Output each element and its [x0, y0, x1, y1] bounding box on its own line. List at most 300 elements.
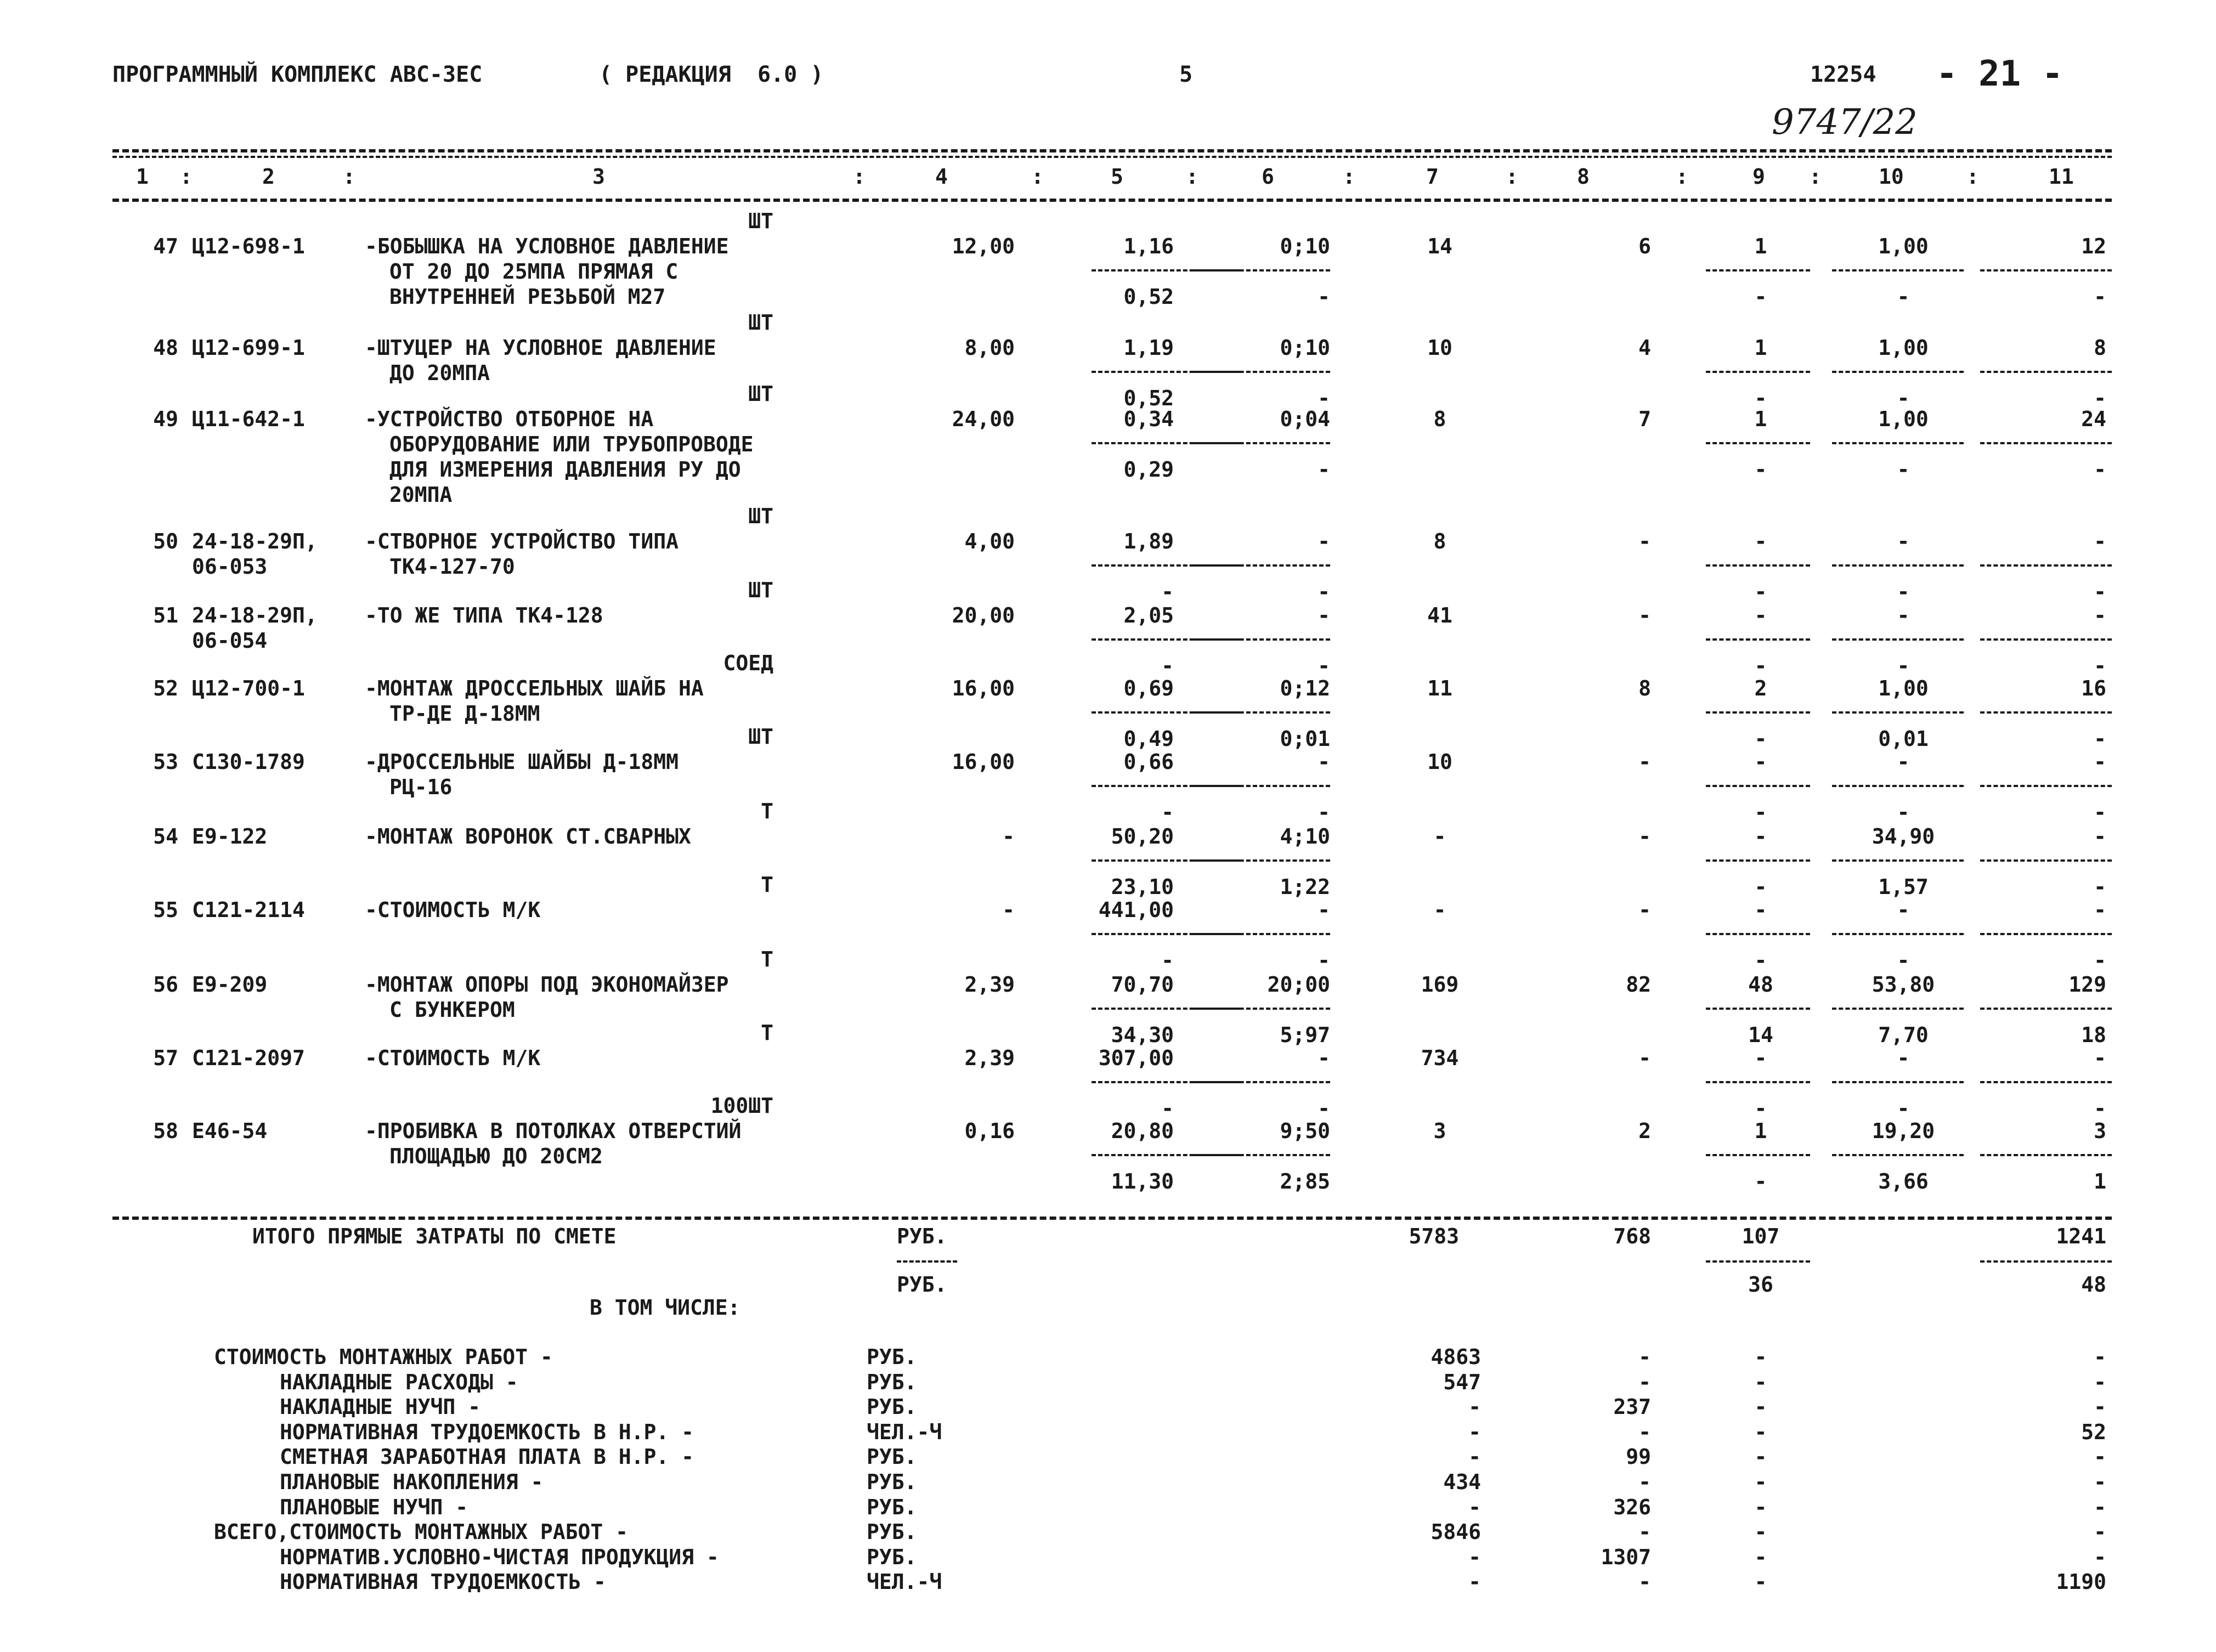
row-c10: 34,90: [1872, 824, 1935, 848]
summary-col11: 1190: [2056, 1570, 2106, 1594]
totals-rule: [112, 1217, 2112, 1220]
summary-col7: -: [1468, 1445, 1481, 1469]
cell-divider: [1706, 564, 1810, 567]
row-c4: 4,00: [964, 529, 1015, 553]
row-c5: 0,34: [1123, 407, 1174, 431]
row-description-line: -СТОИМОСТЬ М/К: [365, 1046, 541, 1070]
column-header-1: 1: [136, 165, 149, 189]
row-c8: 4: [1638, 336, 1651, 360]
row-c5-lower: -: [1161, 800, 1174, 824]
row-c7: -: [1433, 824, 1446, 848]
cell-divider: [1980, 1081, 2112, 1083]
row-c10: -: [1897, 898, 1910, 922]
summary-unit: РУБ.: [867, 1395, 917, 1419]
header-rule-top: [112, 149, 2112, 152]
row-c7: 8: [1433, 407, 1446, 431]
row-c9-lower: -: [1754, 386, 1767, 410]
row-c4: 0,16: [964, 1119, 1015, 1143]
row-c6-lower: 1;22: [1280, 875, 1330, 899]
row-c9: -: [1754, 750, 1767, 774]
column-header-9: 9: [1753, 165, 1765, 189]
row-c10-lower: -: [1897, 580, 1910, 604]
summary-label: НОРМАТИВ.УСЛОВНО-ЧИСТАЯ ПРОДУКЦИЯ -: [280, 1544, 719, 1569]
row-c10-lower: -: [1897, 457, 1910, 482]
row-code-2: 06-054: [192, 629, 268, 653]
summary-label: СМЕТНАЯ ЗАРАБОТНАЯ ПЛАТА В Н.Р. -: [280, 1445, 694, 1469]
row-c9-lower: -: [1754, 457, 1767, 482]
row-c7: 41: [1427, 603, 1452, 627]
handwritten-note: 9747/22: [1772, 102, 1918, 143]
row-c9: -: [1754, 603, 1767, 627]
cell-divider: [1193, 638, 1330, 641]
row-c7: 8: [1433, 529, 1446, 553]
row-c11-lower: -: [2094, 1096, 2106, 1121]
cell-divider: [1706, 933, 1810, 935]
row-c6-lower: -: [1318, 580, 1330, 604]
row-description-line: ДЛЯ ИЗМЕРЕНИЯ ДАВЛЕНИЯ РУ ДО: [389, 457, 741, 482]
summary-label: НАКЛАДНЫЕ НУЧП -: [280, 1395, 481, 1419]
section-number: 5: [1179, 62, 1193, 87]
summary-label: НАКЛАДНЫЕ РАСХОДЫ -: [280, 1370, 518, 1394]
row-c8: 6: [1638, 234, 1651, 258]
row-description-line: ДО 20МПА: [389, 361, 490, 385]
row-description-line: -СТОИМОСТЬ М/К: [365, 898, 541, 922]
row-description-line: -УСТРОЙСТВО ОТБОРНОЕ НА: [365, 407, 654, 431]
row-unit: ШТ: [748, 725, 773, 749]
summary-col8: -: [1638, 1570, 1651, 1594]
row-number: 58: [153, 1119, 178, 1143]
row-description-line: ВНУТРЕННЕЙ РЕЗЬБОЙ М27: [389, 285, 666, 309]
row-code: Е9-209: [192, 972, 268, 997]
row-c5: 50,20: [1111, 824, 1174, 848]
row-c8: -: [1638, 529, 1651, 553]
summary-col7: -: [1468, 1419, 1481, 1444]
row-unit: ШТ: [748, 209, 773, 233]
row-c11-lower: 18: [2081, 1023, 2106, 1047]
row-c9: -: [1754, 898, 1767, 922]
summary-label: ПЛАНОВЫЕ НУЧП -: [280, 1495, 468, 1519]
row-c5-lower: -: [1161, 654, 1174, 678]
cell-divider: [1193, 371, 1330, 373]
including-label: В ТОМ ЧИСЛЕ:: [590, 1295, 740, 1320]
cell-divider: [1832, 1081, 1964, 1083]
document-code: 12254: [1810, 62, 1876, 87]
summary-col8: 326: [1613, 1495, 1651, 1519]
row-c10: 53,80: [1872, 972, 1935, 997]
row-number: 50: [153, 529, 178, 553]
cell-divider: [1706, 1081, 1810, 1083]
cell-divider: [1832, 933, 1964, 935]
cell-divider: [1193, 1081, 1330, 1083]
row-c8: -: [1638, 1046, 1651, 1070]
row-c8: -: [1638, 824, 1651, 848]
column-separator: :: [1031, 165, 1044, 189]
row-c7: 11: [1427, 676, 1452, 700]
row-c7: 169: [1421, 972, 1459, 997]
row-c9: -: [1754, 1046, 1767, 1070]
column-header-3: 3: [592, 165, 605, 189]
row-c5-lower: 0,49: [1123, 727, 1174, 751]
row-c8: 82: [1626, 972, 1651, 997]
header-rule-bottom: [112, 199, 2112, 202]
row-description-line: ТР-ДЕ Д-18ММ: [389, 701, 540, 726]
cell-divider: [1193, 269, 1330, 271]
summary-label: НОРМАТИВНАЯ ТРУДОЕМКОСТЬ -: [280, 1570, 606, 1594]
summary-col7: -: [1468, 1495, 1481, 1519]
totals-label: ИТОГО ПРЯМЫЕ ЗАТРАТЫ ПО СМЕТЕ: [252, 1224, 617, 1248]
row-c11: -: [2094, 529, 2106, 553]
summary-col7: 5846: [1431, 1520, 1481, 1544]
summary-col11: -: [2094, 1345, 2106, 1369]
row-code: Ц12-698-1: [192, 234, 305, 258]
summary-col7: -: [1468, 1395, 1481, 1419]
cell-divider: [1832, 859, 1964, 862]
summary-col7: 4863: [1431, 1345, 1481, 1369]
summary-col11: -: [2094, 1445, 2106, 1469]
row-c11: -: [2094, 898, 2106, 922]
row-c5: 1,19: [1123, 336, 1174, 360]
row-number: 52: [153, 676, 178, 700]
row-number: 56: [153, 972, 178, 997]
row-c5-lower: 0,52: [1123, 285, 1174, 309]
cell-divider: [1706, 1154, 1810, 1156]
row-number: 57: [153, 1046, 178, 1070]
column-header-10: 10: [1879, 165, 1904, 189]
row-c11-lower: 1: [2094, 1169, 2106, 1193]
cell-divider: [1706, 371, 1810, 373]
row-c5: 0,66: [1123, 750, 1174, 774]
row-c9: 48: [1748, 972, 1773, 997]
row-c5: 307,00: [1098, 1046, 1174, 1070]
cell-divider: [1980, 785, 2112, 787]
row-c9: -: [1754, 824, 1767, 848]
row-c9: 1: [1754, 336, 1767, 360]
row-c8: 8: [1638, 676, 1651, 700]
row-unit: ШТ: [748, 504, 773, 528]
summary-unit: РУБ.: [867, 1445, 917, 1469]
row-c4: 20,00: [952, 603, 1015, 627]
row-description-line: ОБОРУДОВАНИЕ ИЛИ ТРУБОПРОВОДЕ: [389, 432, 754, 456]
row-number: 51: [153, 603, 178, 627]
row-code: Ц12-699-1: [192, 336, 305, 360]
summary-unit: РУБ.: [867, 1495, 917, 1519]
column-separator: :: [853, 165, 866, 189]
row-description-line: -ШТУЦЕР НА УСЛОВНОЕ ДАВЛЕНИЕ: [365, 336, 716, 360]
row-unit: Т: [761, 873, 773, 897]
row-c10-lower: 0,01: [1878, 727, 1929, 751]
row-code: Ц12-700-1: [192, 676, 305, 700]
row-c6-lower: -: [1318, 1096, 1330, 1121]
summary-col9: -: [1754, 1520, 1767, 1544]
row-description-line: 20МПА: [389, 483, 453, 507]
row-c11: 129: [2068, 972, 2106, 997]
row-unit: ШТ: [748, 310, 773, 335]
totals-col7: 5783: [1409, 1224, 1459, 1248]
summary-col11: -: [2094, 1370, 2106, 1394]
row-c10: -: [1897, 603, 1910, 627]
row-c9-lower: -: [1754, 875, 1767, 899]
row-c8: -: [1638, 750, 1651, 774]
column-header-4: 4: [935, 165, 948, 189]
row-c10: 1,00: [1878, 234, 1929, 258]
summary-col11: -: [2094, 1520, 2106, 1544]
row-code: С130-1789: [192, 750, 305, 774]
cell-divider: [1706, 1008, 1810, 1010]
row-c6: -: [1318, 529, 1330, 553]
cell-divider: [1832, 638, 1964, 641]
row-c11: 3: [2094, 1119, 2106, 1143]
cell-divider: [1980, 269, 2112, 271]
row-description-line: -ПРОБИВКА В ПОТОЛКАХ ОТВЕРСТИЙ: [365, 1119, 742, 1143]
row-c11: 24: [2081, 407, 2106, 431]
cell-divider: [1193, 564, 1330, 567]
row-c10-lower: -: [1897, 948, 1910, 972]
row-c8: -: [1638, 898, 1651, 922]
row-number: 49: [153, 407, 178, 431]
row-c9-lower: -: [1754, 1169, 1767, 1193]
summary-col8: 237: [1613, 1395, 1651, 1419]
row-description-line: -ТО ЖЕ ТИПА ТК4-128: [365, 603, 603, 627]
row-c6: 0;04: [1280, 407, 1330, 431]
totals-unit-rule: [897, 1260, 957, 1263]
row-c11: -: [2094, 750, 2106, 774]
totals-col11-rule: [1980, 1260, 2112, 1263]
column-header-11: 11: [2049, 165, 2074, 189]
summary-col7: 547: [1443, 1370, 1481, 1394]
row-description-line: -МОНТАЖ ДРОССЕЛЬНЫХ ШАЙБ НА: [365, 676, 704, 700]
row-code: Е46-54: [192, 1119, 268, 1143]
row-c10-lower: -: [1897, 800, 1910, 824]
summary-col11: -: [2094, 1395, 2106, 1419]
column-separator: :: [1186, 165, 1199, 189]
row-c4: 16,00: [952, 750, 1015, 774]
summary-label: СТОИМОСТЬ МОНТАЖНЫХ РАБОТ -: [214, 1345, 553, 1369]
row-description-line: -МОНТАЖ ВОРОНОК СТ.СВАРНЫХ: [365, 824, 691, 848]
row-unit: ШТ: [748, 578, 773, 602]
row-c6: 0;10: [1280, 336, 1330, 360]
row-c6: 0;12: [1280, 676, 1330, 700]
row-c9: -: [1754, 529, 1767, 553]
summary-col8: -: [1638, 1345, 1651, 1369]
cell-divider: [1980, 1154, 2112, 1156]
totals-col11-b: 48: [2081, 1272, 2106, 1297]
row-c6: 4;10: [1280, 824, 1330, 848]
row-c6: 0;10: [1280, 234, 1330, 258]
row-c8: 2: [1638, 1119, 1651, 1143]
summary-unit: ЧЕЛ.-Ч: [867, 1419, 942, 1444]
row-c6: -: [1318, 603, 1330, 627]
row-c9: 1: [1754, 407, 1767, 431]
row-c6-lower: -: [1318, 948, 1330, 972]
row-c6: 20;00: [1267, 972, 1330, 997]
cell-divider: [1980, 1008, 2112, 1010]
row-c8: -: [1638, 603, 1651, 627]
row-c10: 19,20: [1872, 1119, 1935, 1143]
summary-col11: -: [2094, 1495, 2106, 1519]
row-c4: 2,39: [964, 1046, 1015, 1070]
row-c5: 1,16: [1123, 234, 1174, 258]
row-c5-lower: 11,30: [1111, 1169, 1174, 1193]
row-c11: -: [2094, 824, 2106, 848]
cell-divider: [1980, 564, 2112, 567]
summary-col7: 434: [1443, 1470, 1481, 1494]
row-c10: 1,00: [1878, 676, 1929, 700]
row-code: С121-2114: [192, 898, 305, 922]
summary-label: ПЛАНОВЫЕ НАКОПЛЕНИЯ -: [280, 1470, 544, 1494]
row-c4: 2,39: [964, 972, 1015, 997]
summary-col9: -: [1754, 1395, 1767, 1419]
row-c10-lower: -: [1897, 1096, 1910, 1121]
row-c11-lower: -: [2094, 580, 2106, 604]
summary-col9: -: [1754, 1570, 1767, 1594]
column-separator: :: [343, 165, 355, 189]
row-number: 55: [153, 898, 178, 922]
cell-divider: [1193, 933, 1330, 935]
row-c10: -: [1897, 750, 1910, 774]
row-c9: 2: [1754, 676, 1767, 700]
row-description-line: -БОБЫШКА НА УСЛОВНОЕ ДАВЛЕНИЕ: [365, 234, 729, 258]
row-number: 47: [153, 234, 178, 258]
row-c4: -: [1002, 824, 1015, 848]
row-description-line: ОТ 20 ДО 25МПА ПРЯМАЯ С: [389, 259, 679, 284]
row-c11: 12: [2081, 234, 2106, 258]
row-c9-lower: 14: [1748, 1023, 1773, 1047]
summary-col9: -: [1754, 1544, 1767, 1569]
row-c4: -: [1002, 898, 1015, 922]
row-c11: -: [2094, 1046, 2106, 1070]
cell-divider: [1832, 371, 1964, 373]
cell-divider: [1832, 442, 1964, 444]
row-c5: 441,00: [1098, 898, 1174, 922]
summary-col11: -: [2094, 1470, 2106, 1494]
row-code-2: 06-053: [192, 555, 268, 579]
cell-divider: [1193, 711, 1330, 714]
row-c6: -: [1318, 898, 1330, 922]
row-c6-lower: -: [1318, 386, 1330, 410]
cell-divider: [1832, 711, 1964, 714]
row-c11-lower: -: [2094, 800, 2106, 824]
row-unit: 100ШТ: [710, 1094, 773, 1118]
row-c9-lower: -: [1754, 948, 1767, 972]
totals-col9-b: 36: [1748, 1272, 1773, 1297]
summary-col9: -: [1754, 1445, 1767, 1469]
row-c5: 20,80: [1111, 1119, 1174, 1143]
row-c11-lower: -: [2094, 948, 2106, 972]
cell-divider: [1706, 785, 1810, 787]
column-header-7: 7: [1426, 165, 1439, 189]
column-header-8: 8: [1577, 165, 1590, 189]
row-c11: 16: [2081, 676, 2106, 700]
summary-unit: РУБ.: [867, 1520, 917, 1544]
row-unit: Т: [761, 947, 773, 971]
cell-divider: [1706, 711, 1810, 714]
row-c5-lower: 23,10: [1111, 875, 1174, 899]
row-c11-lower: -: [2094, 875, 2106, 899]
row-c5-lower: 0,29: [1123, 457, 1174, 482]
column-separator: :: [1966, 165, 1979, 189]
row-c9-lower: -: [1754, 285, 1767, 309]
row-c10: 1,00: [1878, 336, 1929, 360]
row-unit: СОЕД: [723, 651, 773, 675]
edition-label: ( РЕДАКЦИЯ 6.0 ): [599, 62, 824, 87]
row-c7: 10: [1427, 750, 1452, 774]
cell-divider: [1193, 785, 1330, 787]
row-c9-lower: -: [1754, 800, 1767, 824]
row-c10-lower: 7,70: [1878, 1023, 1929, 1047]
row-c5-lower: 0,52: [1123, 386, 1174, 410]
row-description-line: РЦ-16: [389, 775, 453, 799]
row-description-line: -ДРОССЕЛЬНЫЕ ШАЙБЫ Д-18ММ: [365, 750, 679, 774]
summary-col9: -: [1754, 1370, 1767, 1394]
cell-divider: [1980, 638, 2112, 641]
row-unit: Т: [761, 799, 773, 823]
column-header-5: 5: [1111, 165, 1123, 189]
column-separator: :: [1506, 165, 1518, 189]
cell-divider: [1706, 859, 1810, 862]
row-code: 24-18-29П,: [192, 603, 318, 627]
row-c4: 8,00: [964, 336, 1015, 360]
cell-divider: [1980, 859, 2112, 862]
summary-col8: 99: [1626, 1445, 1651, 1469]
row-c4: 16,00: [952, 676, 1015, 700]
row-code: С121-2097: [192, 1046, 305, 1070]
summary-unit: РУБ.: [867, 1370, 917, 1394]
totals-unit: РУБ.: [897, 1224, 947, 1248]
row-c5-lower: -: [1161, 1096, 1174, 1121]
row-c6: -: [1318, 1046, 1330, 1070]
cell-divider: [1980, 711, 2112, 714]
row-c9: 1: [1754, 234, 1767, 258]
row-c10-lower: 3,66: [1878, 1169, 1929, 1193]
row-c10-lower: -: [1897, 386, 1910, 410]
summary-col7: -: [1468, 1544, 1481, 1569]
row-code: Ц11-642-1: [192, 407, 305, 431]
row-c4: 24,00: [952, 407, 1015, 431]
row-c7: 3: [1433, 1119, 1446, 1143]
column-separator: :: [1343, 165, 1355, 189]
summary-col9: -: [1754, 1470, 1767, 1494]
row-description-line: -СТВОРНОЕ УСТРОЙСТВО ТИПА: [365, 529, 679, 553]
row-unit: Т: [761, 1021, 773, 1045]
row-c10-lower: -: [1897, 654, 1910, 678]
totals-unit-2: РУБ.: [897, 1272, 947, 1297]
row-c11-lower: -: [2094, 386, 2106, 410]
row-c6-lower: -: [1318, 285, 1330, 309]
row-c6: -: [1318, 750, 1330, 774]
row-c6-lower: -: [1318, 800, 1330, 824]
cell-divider: [1193, 1008, 1330, 1010]
row-c9-lower: -: [1754, 1096, 1767, 1121]
summary-col8: -: [1638, 1419, 1651, 1444]
summary-label: ВСЕГО,СТОИМОСТЬ МОНТАЖНЫХ РАБОТ -: [214, 1520, 628, 1544]
summary-unit: РУБ.: [867, 1470, 917, 1494]
summary-label: НОРМАТИВНАЯ ТРУДОЕМКОСТЬ В Н.Р. -: [280, 1419, 694, 1444]
cell-divider: [1832, 1008, 1964, 1010]
column-separator: :: [1676, 165, 1688, 189]
row-c6-lower: -: [1318, 654, 1330, 678]
cell-divider: [1706, 638, 1810, 641]
row-c5: 1,89: [1123, 529, 1174, 553]
summary-col8: 1307: [1601, 1544, 1651, 1569]
row-c6-lower: 5;97: [1280, 1023, 1330, 1047]
summary-unit: РУБ.: [867, 1544, 917, 1569]
summary-col9: -: [1754, 1495, 1767, 1519]
cell-divider: [1832, 564, 1964, 567]
row-c5-lower: 34,30: [1111, 1023, 1174, 1047]
row-c10-lower: -: [1897, 285, 1910, 309]
row-c10: -: [1897, 529, 1910, 553]
cell-divider: [1980, 371, 2112, 373]
